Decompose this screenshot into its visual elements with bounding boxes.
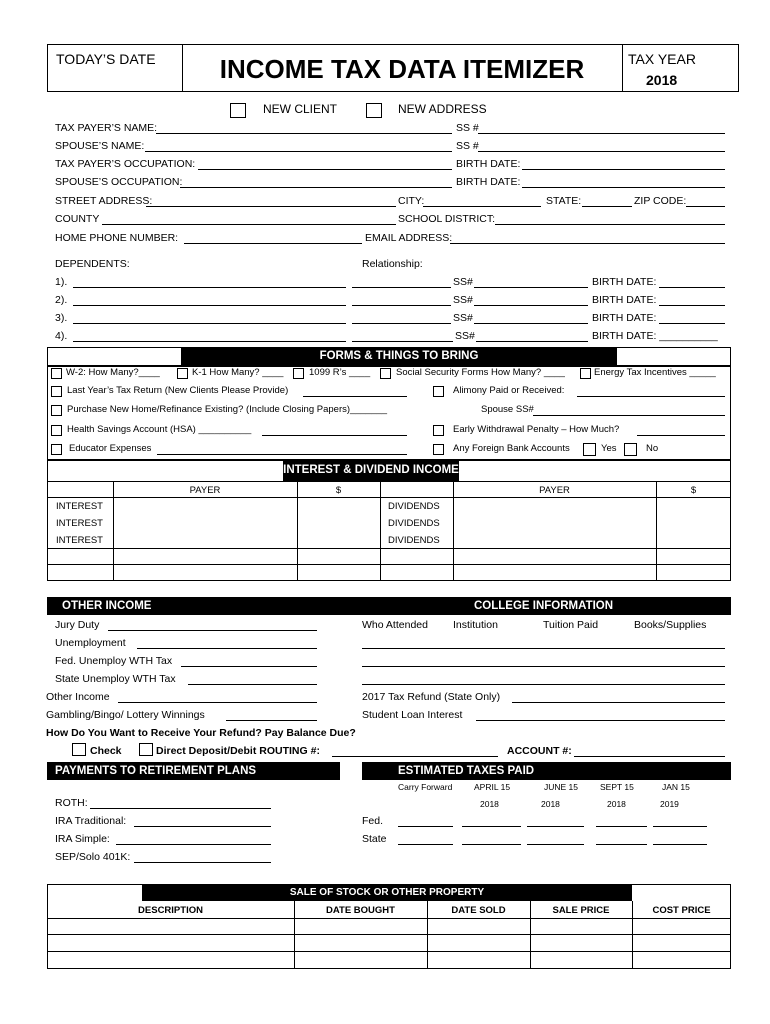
foreign-bank-checkbox[interactable] <box>433 444 444 455</box>
state-refund-label: 2017 Tax Refund (State Only) <box>362 691 501 703</box>
institution-label: Institution <box>453 619 498 631</box>
account-label: ACCOUNT #: <box>507 745 572 757</box>
last-year-return-field[interactable] <box>303 396 407 397</box>
dividend-row-label: DIVIDENDS <box>388 518 440 529</box>
spouse-ss-field[interactable] <box>478 151 725 152</box>
ira-simple-label: IRA Simple: <box>55 833 110 845</box>
state-refund-field[interactable] <box>512 702 725 703</box>
city-label: CITY: <box>398 195 425 207</box>
school-label: SCHOOL DISTRICT: <box>398 213 496 225</box>
gambling-field[interactable] <box>226 720 317 721</box>
ssa-checkbox[interactable] <box>380 368 391 379</box>
ira-simple-field[interactable] <box>116 844 271 845</box>
college-title: COLLEGE INFORMATION <box>474 600 614 612</box>
sep-label: SEP/Solo 401K: <box>55 851 131 863</box>
ssa-label: Social Security Forms How Many? ____ <box>396 367 565 378</box>
interest-section-title: INTEREST & DIVIDEND INCOME <box>283 460 459 481</box>
dependent-relationship-field[interactable] <box>352 287 451 288</box>
energy-checkbox[interactable] <box>580 368 591 379</box>
w2-label: W-2: How Many?____ <box>66 367 160 378</box>
dependent-ss-label: SS# <box>455 330 475 342</box>
fed-april-field[interactable] <box>462 826 521 827</box>
est-col-month: JAN 15 <box>662 782 690 792</box>
ira-traditional-field[interactable] <box>134 826 271 827</box>
spouse-ss-label: SS # <box>456 140 479 152</box>
college-row-field[interactable] <box>362 666 725 667</box>
sep-field[interactable] <box>134 862 271 863</box>
dependent-name-field[interactable] <box>73 287 346 288</box>
foreign-no-checkbox[interactable] <box>624 443 637 456</box>
dependent-number: 4). <box>55 330 68 342</box>
foreign-no-label: No <box>646 443 659 454</box>
est-col-month: SEPT 15 <box>600 782 634 792</box>
taxpayer-ss-label: SS # <box>456 122 479 134</box>
stock-col-header: DESCRIPTION <box>138 905 203 916</box>
dependent-number: 2). <box>55 294 68 306</box>
interest-row-label: INTEREST <box>56 535 103 546</box>
spouse-ss-label: Spouse SS# <box>481 404 534 415</box>
amount-header: $ <box>335 485 342 496</box>
state-field[interactable] <box>582 206 632 207</box>
dependent-ss-label: SS# <box>453 276 473 288</box>
early-withdrawal-label: Early Withdrawal Penalty – How Much? <box>453 424 620 435</box>
fed-june-field[interactable] <box>527 826 584 827</box>
est-col-month: JUNE 15 <box>544 782 579 792</box>
stock-col-header: SALE PRICE <box>552 905 610 916</box>
hsa-label: Health Savings Account (HSA) __________ <box>67 424 252 435</box>
dependent-ss-field[interactable] <box>476 341 588 342</box>
educator-label: Educator Expenses <box>69 443 152 454</box>
dependent-relationship-field[interactable] <box>352 305 451 306</box>
home-phone-field[interactable] <box>184 243 362 244</box>
state-tax-label: State <box>362 833 387 845</box>
taxpayer-name-label: TAX PAYER’S NAME: <box>55 122 158 134</box>
routing-field[interactable] <box>332 756 498 757</box>
foreign-yes-checkbox[interactable] <box>583 443 596 456</box>
dependent-name-field[interactable] <box>73 323 346 324</box>
dependent-number: 3). <box>55 312 68 324</box>
other-income-field[interactable] <box>118 702 317 703</box>
dependent-ss-field[interactable] <box>474 323 588 324</box>
roth-field[interactable] <box>90 808 271 809</box>
state-wth-label: State Unemploy WTH Tax <box>55 673 176 685</box>
est-col-year: 2019 <box>660 799 679 809</box>
est-col-year: 2018 <box>607 799 626 809</box>
state-june-field[interactable] <box>527 844 584 845</box>
todays-date-input[interactable] <box>50 70 178 90</box>
fed-jan-field[interactable] <box>653 826 707 827</box>
dependent-name-field[interactable] <box>73 341 346 342</box>
roth-label: ROTH: <box>55 797 88 809</box>
zip-field[interactable] <box>686 206 725 207</box>
est-col-month: APRIL 15 <box>474 782 511 792</box>
tax-year-label: TAX YEAR <box>628 51 696 67</box>
alimony-field[interactable] <box>577 396 725 397</box>
jury-duty-label: Jury Duty <box>55 619 100 631</box>
interest-row-label: INTEREST <box>56 518 103 529</box>
payer-header: PAYER <box>189 485 221 496</box>
spouse-birth-label: BIRTH DATE: <box>456 176 521 188</box>
other-income-label: Other Income <box>46 691 110 703</box>
street-field[interactable] <box>146 206 396 207</box>
taxpayer-occupation-field[interactable] <box>198 169 452 170</box>
stock-col-header: DATE SOLD <box>451 905 506 916</box>
dependent-birth-field[interactable] <box>659 287 725 288</box>
energy-label: Energy Tax Incentives _____ <box>594 367 716 378</box>
1099r-label: 1099 R’s ____ <box>309 367 371 378</box>
alimony-checkbox[interactable] <box>433 386 444 397</box>
unemployment-label: Unemployment <box>55 637 126 649</box>
dependent-birth-label: BIRTH DATE: <box>592 312 657 324</box>
spouse-occupation-label: SPOUSE’S OCCUPATION: <box>55 176 183 188</box>
dependent-ss-label: SS# <box>453 294 473 306</box>
early-withdrawal-checkbox[interactable] <box>433 425 444 436</box>
dependent-birth-label: BIRTH DATE: __________ <box>592 330 718 342</box>
todays-date-label: TODAY’S DATE <box>56 51 156 67</box>
student-loan-field[interactable] <box>476 720 725 721</box>
est-col-year: 2018 <box>480 799 499 809</box>
dependent-name-field[interactable] <box>73 305 346 306</box>
alimony-label: Alimony Paid or Received: <box>453 385 565 396</box>
fed-wth-field[interactable] <box>181 666 317 667</box>
dividend-row-label: DIVIDENDS <box>388 535 440 546</box>
new-client-checkbox[interactable] <box>230 103 246 118</box>
gambling-label: Gambling/Bingo/ Lottery Winnings <box>46 709 205 721</box>
city-field[interactable] <box>423 206 541 207</box>
taxpayer-birth-field[interactable] <box>522 169 725 170</box>
stock-section-title: SALE OF STOCK OR OTHER PROPERTY <box>142 884 632 901</box>
new-client-label: NEW CLIENT <box>263 102 338 116</box>
state-april-field[interactable] <box>462 844 521 845</box>
taxpayer-occupation-label: TAX PAYER’S OCCUPATION: <box>55 158 196 170</box>
taxpayer-name-field[interactable] <box>156 133 452 134</box>
account-field[interactable] <box>574 756 725 757</box>
school-field[interactable] <box>495 224 725 225</box>
jury-duty-field[interactable] <box>108 630 317 631</box>
new-address-label: NEW ADDRESS <box>398 102 487 116</box>
spouse-occupation-field[interactable] <box>180 187 452 188</box>
hsa-checkbox[interactable] <box>51 425 62 436</box>
educator-checkbox[interactable] <box>51 444 62 455</box>
foreign-yes-label: Yes <box>601 443 617 454</box>
fed-sept-field[interactable] <box>596 826 647 827</box>
dependents-label: DEPENDENTS: <box>55 258 130 270</box>
unemployment-field[interactable] <box>137 648 317 649</box>
last-year-return-label: Last Year’s Tax Return (New Clients Please Provide) <box>67 385 289 396</box>
dependent-birth-field[interactable] <box>659 305 725 306</box>
fed-wth-label: Fed. Unemploy WTH Tax <box>55 655 173 667</box>
dependent-number: 1). <box>55 276 68 288</box>
tuition-label: Tuition Paid <box>543 619 599 631</box>
check-checkbox[interactable] <box>72 743 86 756</box>
stock-col-header: COST PRICE <box>652 905 711 916</box>
check-label: Check <box>90 745 122 757</box>
est-col-year: 2018 <box>541 799 560 809</box>
state-jan-field[interactable] <box>653 844 707 845</box>
k1-label: K-1 How Many? ____ <box>192 367 284 378</box>
spouse-name-field[interactable] <box>145 151 452 152</box>
payer-header: PAYER <box>539 485 570 496</box>
county-field[interactable] <box>102 224 396 225</box>
retirement-title: PAYMENTS TO RETIREMENT PLANS <box>55 765 257 777</box>
spouse-name-label: SPOUSE’S NAME: <box>55 140 145 152</box>
books-label: Books/Supplies <box>634 619 707 631</box>
state-wth-field[interactable] <box>188 684 317 685</box>
estimated-title: ESTIMATED TAXES PAID <box>398 765 535 777</box>
other-income-title: OTHER INCOME <box>62 600 152 612</box>
purchase-home-label: Purchase New Home/Refinance Existing? (Include Closing Papers)_______ <box>67 404 388 415</box>
interest-row-label: INTEREST <box>56 501 103 512</box>
dependent-birth-label: BIRTH DATE: <box>592 294 657 306</box>
dependent-ss-field[interactable] <box>474 287 588 288</box>
dependent-birth-field[interactable] <box>659 323 725 324</box>
email-field[interactable] <box>450 243 725 244</box>
spouse-ss-forms-field[interactable] <box>533 415 725 416</box>
page-title: INCOME TAX DATA ITEMIZER <box>219 54 585 84</box>
fed-carry-field[interactable] <box>398 826 453 827</box>
dependent-relationship-field[interactable] <box>352 341 453 342</box>
who-attended-label: Who Attended <box>362 619 428 631</box>
new-address-checkbox[interactable] <box>366 103 382 118</box>
forms-section-title: FORMS & THINGS TO BRING <box>181 347 617 366</box>
fed-label: Fed. <box>362 815 384 827</box>
purchase-home-checkbox[interactable] <box>51 405 62 416</box>
zip-label: ZIP CODE: <box>634 195 687 207</box>
hsa-field[interactable] <box>262 435 407 436</box>
home-phone-label: HOME PHONE NUMBER: <box>55 232 179 244</box>
last-year-return-checkbox[interactable] <box>51 386 62 397</box>
refund-question: How Do You Want to Receive Your Refund? Pay Balance Due? <box>46 727 356 739</box>
dividend-row-label: DIVIDENDS <box>388 501 440 512</box>
county-label: COUNTY <box>55 213 100 225</box>
college-row-field[interactable] <box>362 684 725 685</box>
email-label: EMAIL ADDRESS: <box>365 232 453 244</box>
direct-deposit-checkbox[interactable] <box>139 743 153 756</box>
street-label: STREET ADDRESS: <box>55 195 153 207</box>
stock-col-header: DATE BOUGHT <box>326 905 395 916</box>
state-label: STATE: <box>546 195 582 207</box>
spouse-birth-field[interactable] <box>522 187 725 188</box>
state-carry-field[interactable] <box>398 844 453 845</box>
dependent-ss-label: SS# <box>453 312 473 324</box>
college-row-field[interactable] <box>362 648 725 649</box>
1099r-checkbox[interactable] <box>293 368 304 379</box>
amount-header: $ <box>690 485 697 496</box>
state-sept-field[interactable] <box>596 844 647 845</box>
w2-checkbox[interactable] <box>51 368 62 379</box>
tax-year-value: 2018 <box>646 72 678 88</box>
relationship-label: Relationship: <box>362 258 423 270</box>
foreign-bank-label: Any Foreign Bank Accounts <box>453 443 570 454</box>
taxpayer-ss-field[interactable] <box>478 133 725 134</box>
dependent-birth-label: BIRTH DATE: <box>592 276 657 288</box>
dependent-relationship-field[interactable] <box>352 323 451 324</box>
ira-traditional-label: IRA Traditional: <box>55 815 127 827</box>
carry-forward-label: Carry Forward <box>398 782 453 792</box>
direct-deposit-label: Direct Deposit/Debit ROUTING #: <box>156 745 320 757</box>
taxpayer-birth-label: BIRTH DATE: <box>456 158 521 170</box>
educator-field[interactable] <box>157 454 407 455</box>
dependent-ss-field[interactable] <box>474 305 588 306</box>
early-withdrawal-field[interactable] <box>637 435 725 436</box>
k1-checkbox[interactable] <box>177 368 188 379</box>
student-loan-label: Student Loan Interest <box>362 709 463 721</box>
